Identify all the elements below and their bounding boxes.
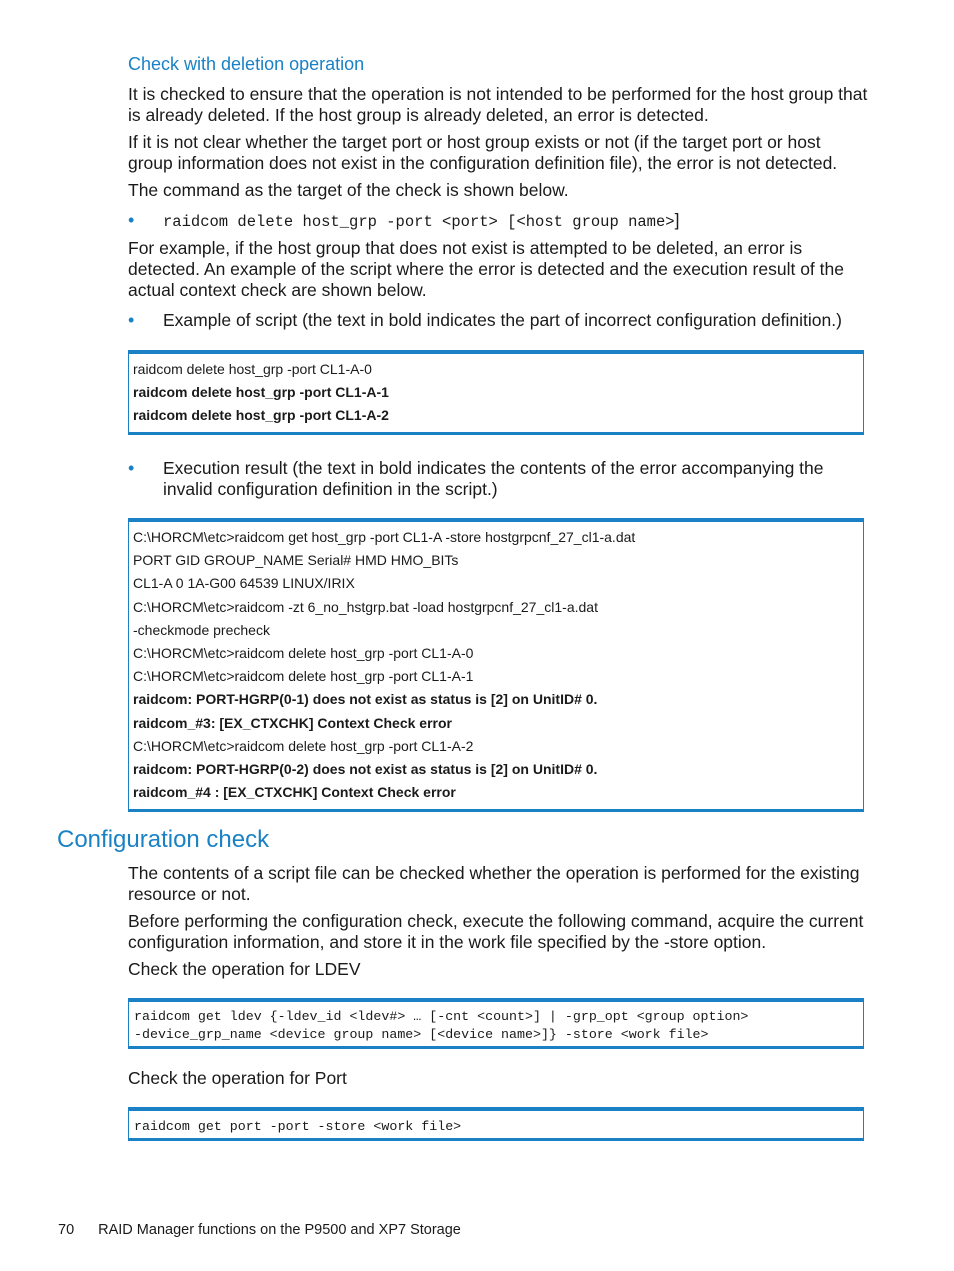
code-line: raidcom_#3: [EX_CTXCHK] Context Check error bbox=[133, 714, 452, 731]
paragraph-config-before: Before performing the configuration check, execute the following command, acquire the current configuration information, and store it in the work file specified by the -store option. bbox=[128, 911, 864, 952]
paragraph-check-port: Check the operation for Port bbox=[128, 1068, 347, 1088]
bullet-icon: • bbox=[128, 458, 135, 478]
code-line: raidcom: PORT-HGRP(0-1) does not exist as status is [2] on UnitID# 0. bbox=[133, 691, 598, 708]
code-line: raidcom get port -port -store <work file> bbox=[134, 1119, 462, 1134]
code-line: raidcom delete host_grp -port CL1-A-1 bbox=[133, 384, 389, 401]
bullet-script-example bbox=[128, 310, 868, 331]
paragraph-deletion-intro: It is checked to ensure that the operation is not intended to be performed for the host group that is already deleted. If the host group is already deleted, an error is detected. bbox=[128, 84, 868, 125]
code-line: raidcom delete host_grp -port CL1-A-2 bbox=[133, 407, 389, 424]
paragraph-deletion-unclear: If it is not clear whether the target port or host group exists or not (if the target port or host group information does not exist in the configuration definition file), the error is not detected. bbox=[128, 132, 838, 173]
code-line: C:\HORCM\etc>raidcom delete host_grp -port CL1-A-1 bbox=[133, 668, 474, 685]
subheading-deletion-check: Check with deletion operation bbox=[128, 54, 365, 74]
code-line: C:\HORCM\etc>raidcom delete host_grp -port CL1-A-0 bbox=[133, 645, 474, 662]
command-code: raidcom delete host_grp -port <port> [<host group name> bbox=[163, 213, 675, 231]
port-code-box bbox=[128, 1107, 864, 1141]
section-heading-configuration-check: Configuration check bbox=[57, 826, 270, 853]
paragraph-command-target: The command as the target of the check is shown below. bbox=[128, 180, 569, 200]
command-code-tail: ] bbox=[674, 210, 680, 230]
page-footer bbox=[58, 1222, 461, 1238]
paragraph-check-ldev: Check the operation for LDEV bbox=[128, 959, 361, 979]
paragraph-example: For example, if the host group that does not exist is attempted to be deleted, an error is detected. An example of the script where the error is detected and the execution result of the actual context check are shown below. bbox=[128, 238, 844, 300]
bullet-execution-result bbox=[128, 458, 868, 500]
code-line: raidcom: PORT-HGRP(0-2) does not exist as status is [2] on UnitID# 0. bbox=[133, 761, 598, 778]
paragraph-config-intro: The contents of a script file can be checked whether the operation is performed for the existing resource or not. bbox=[128, 863, 860, 904]
code-line: raidcom delete host_grp -port CL1-A-0 bbox=[133, 361, 372, 377]
code-line: -device_grp_name <device group name> [<device name>]} -store <work file> bbox=[134, 1027, 709, 1042]
code-line: raidcom get ldev {-ldev_id <ldev#> … [-cnt <count>] | -grp_opt <group option> bbox=[134, 1009, 749, 1024]
ldev-code-box bbox=[128, 998, 864, 1049]
bullet-execution-text: Execution result (the text in bold indicates the contents of the error accompanying the invalid configuration definition in the script.) bbox=[163, 458, 824, 499]
execution-result-box bbox=[128, 518, 864, 812]
code-line: C:\HORCM\etc>raidcom get host_grp -port CL1-A -store hostgrpcnf_27_cl1-a.dat bbox=[133, 529, 636, 545]
code-line: C:\HORCM\etc>raidcom delete host_grp -port CL1-A-2 bbox=[133, 737, 474, 754]
bullet-command bbox=[128, 210, 868, 233]
bullet-icon: • bbox=[128, 310, 135, 330]
code-line: raidcom_#4 : [EX_CTXCHK] Context Check error bbox=[133, 784, 456, 801]
code-line: C:\HORCM\etc>raidcom -zt 6_no_hstgrp.bat -load hostgrpcnf_27_cl1-a.dat bbox=[133, 598, 598, 615]
bullet-script-text: Example of script (the text in bold indicates the part of incorrect configuration definition.) bbox=[163, 310, 842, 330]
footer-title: RAID Manager functions on the P9500 and XP7 Storage bbox=[98, 1222, 461, 1238]
bullet-icon: • bbox=[128, 210, 135, 230]
code-line: CL1-A 0 1A-G00 64539 LINUX/IRIX bbox=[133, 575, 355, 592]
code-line: PORT GID GROUP_NAME Serial# HMD HMO_BITs bbox=[133, 552, 459, 569]
page-number: 70 bbox=[58, 1222, 75, 1238]
script-example-box bbox=[128, 350, 864, 435]
code-line: -checkmode precheck bbox=[133, 621, 270, 638]
